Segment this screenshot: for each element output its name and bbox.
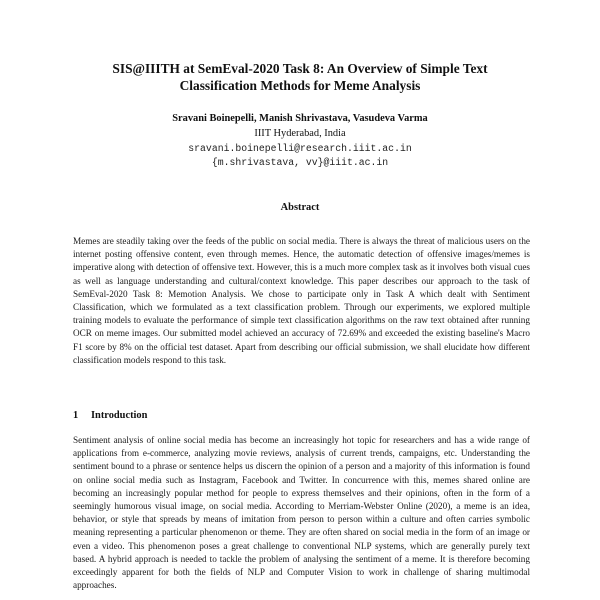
title-line-2: Classification Methods for Meme Analysis	[179, 78, 421, 93]
affiliation: IIIT Hyderabad, India	[254, 128, 346, 139]
introduction-text: Sentiment analysis of online social media has become an increasingly hot topic for researchers and has a wide range of applications from e-commerce, analyzing movie reviews, analysis of current trends, campaigns, etc. Understanding the sentiment bound to a phrase or sentence helps us discern the opinion of a person and a majority of this information is found on online social media such as Instagram, Facebook and Twitter. In concurrence with this, memes shared online are becoming an increasingly popular method for people to express themselves and their opinions, often in the form of a seemingly humorous visual image, on social media. According to Merriam-Webster Online (2020), a meme is an idea, behavior, or style that spreads by means of imitation from person to person within a culture and often carries symbolic meaning representing a particular phenomenon or theme. They are often shared on social media in the form of an image or even a video. This phenomenon poses a great challenge to conventional NLP systems, which are generally purely text based. A hybrid approach is needed to tackle the problem of analysing the sentiment of a meme. It is therefore becoming exceedingly apparent for both the fields of NLP and Computer Vision to work in challenge of sharing multimodal approaches.	[73, 435, 530, 591]
title-line-1: SIS@IIITH at SemEval-2020 Task 8: An Overview of Simple Text	[112, 61, 488, 76]
section-heading-introduction	[73, 410, 147, 421]
author-email-2: {m.shrivastava, vv}@iiit.ac.in	[211, 157, 389, 168]
author-email-1: sravani.boinepelli@research.iiit.ac.in	[188, 143, 412, 154]
abstract-heading: Abstract	[280, 202, 320, 213]
author-list: Sravani Boinepelli, Manish Shrivastava, Vasudeva Varma	[172, 113, 428, 124]
section-title: Introduction	[91, 410, 148, 421]
section-number: 1	[73, 410, 79, 421]
paper-title	[60, 60, 540, 94]
abstract-text: Memes are steadily taking over the feeds of the public on social media. There is always the threat of malicious users on the internet posting offensive content, even through memes. Hence, the automatic detection of offensive images/memes is imperative along with detection of offensive text. However, this is a much more complex task as it involves both visual cues as well as language understanding and cultural/context knowledge. This paper describes our approach to the task of SemEval-2020 Task 8: Memotion Analysis. We chose to participate only in Task A which dealt with Sentiment Classification, which we formulated as a text classification problem. Through our experiments, we explored multiple training models to evaluate the performance of simple text classification algorithms on the raw text obtained after running OCR on meme images. Our submitted model achieved an accuracy of 72.69% and exceeded the existing baseline's Macro F1 score by 8% on the official test dataset. Apart from describing our official submission, we shall elucidate how different classification models respond to this task.	[73, 236, 530, 365]
